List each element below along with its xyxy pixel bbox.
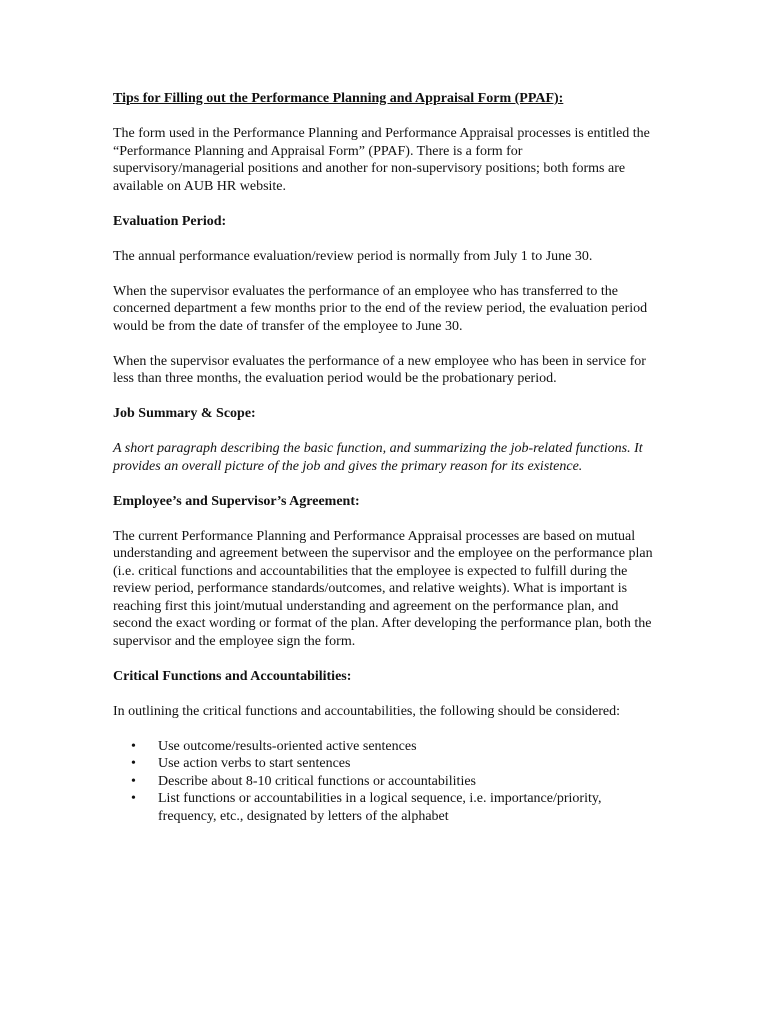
document-title: Tips for Filling out the Performance Planning and Appraisal Form (PPAF): — [113, 91, 564, 106]
list-item-text: Use outcome/results-oriented active sentences — [158, 738, 417, 754]
job-summary-heading: Job Summary & Scope: — [113, 406, 256, 421]
bullet-icon: • — [131, 773, 136, 789]
job-summary-paragraph: A short paragraph describing the basic function, and summarizing the job-related functions. It provides an overall picture of the job and gives the primary reason for its existence. — [113, 441, 643, 474]
list-item — [113, 755, 653, 773]
evaluation-period-paragraph-1: The annual performance evaluation/review period is normally from July 1 to June 30. — [113, 248, 593, 264]
intro-paragraph: The form used in the Performance Planning and Performance Appraisal processes is entitled the “Performance Planning and Appraisal Form” (PPAF). There is a form for supervisory/managerial positions and another for non-supervisory positions; both forms are available on AUB HR website. — [113, 126, 650, 194]
list-item — [113, 773, 653, 791]
agreement-heading: Employee’s and Supervisor’s Agreement: — [113, 493, 360, 509]
list-item — [113, 790, 653, 825]
bullet-icon: • — [131, 756, 136, 771]
list-item — [113, 738, 653, 756]
bullet-icon: • — [131, 738, 136, 754]
list-item-text: Use action verbs to start sentences — [158, 756, 351, 771]
evaluation-period-paragraph-3: When the supervisor evaluates the performance of a new employee who has been in service for less than three months, the evaluation period would be the probationary period. — [113, 353, 646, 386]
evaluation-period-heading: Evaluation Period: — [113, 213, 227, 229]
list-item-text: Describe about 8-10 critical functions or accountabilities — [158, 773, 477, 789]
agreement-paragraph: The current Performance Planning and Performance Appraisal processes are based on mutual understanding and agreement between the supervisor and the employee on the performance plan (i.e. critical functions and accountabilities that the employee is expected to fulfill during the review period, performance standards/outcomes, and relative weights). What is important is reaching first this joint/mutual understanding and agreement on the performance plan, and second the exact wording or format of the plan. After developing the performance plan, both the supervisor and the employee sign the form. — [113, 528, 653, 649]
document-page — [113, 90, 653, 825]
evaluation-period-paragraph-2: When the supervisor evaluates the performance of an employee who has transferred to the concerned department a few months prior to the end of the review period, the evaluation period would be from the date of transfer of the employee to June 30. — [113, 283, 648, 334]
critical-functions-list — [113, 738, 653, 826]
bullet-icon: • — [131, 791, 136, 806]
list-item-text: List functions or accountabilities in a logical sequence, i.e. importance/priority, frequency, etc., designated by letters of the alphabet — [158, 791, 602, 824]
critical-functions-paragraph: In outlining the critical functions and accountabilities, the following should be considered: — [113, 703, 620, 719]
critical-functions-heading: Critical Functions and Accountabilities: — [113, 668, 352, 684]
